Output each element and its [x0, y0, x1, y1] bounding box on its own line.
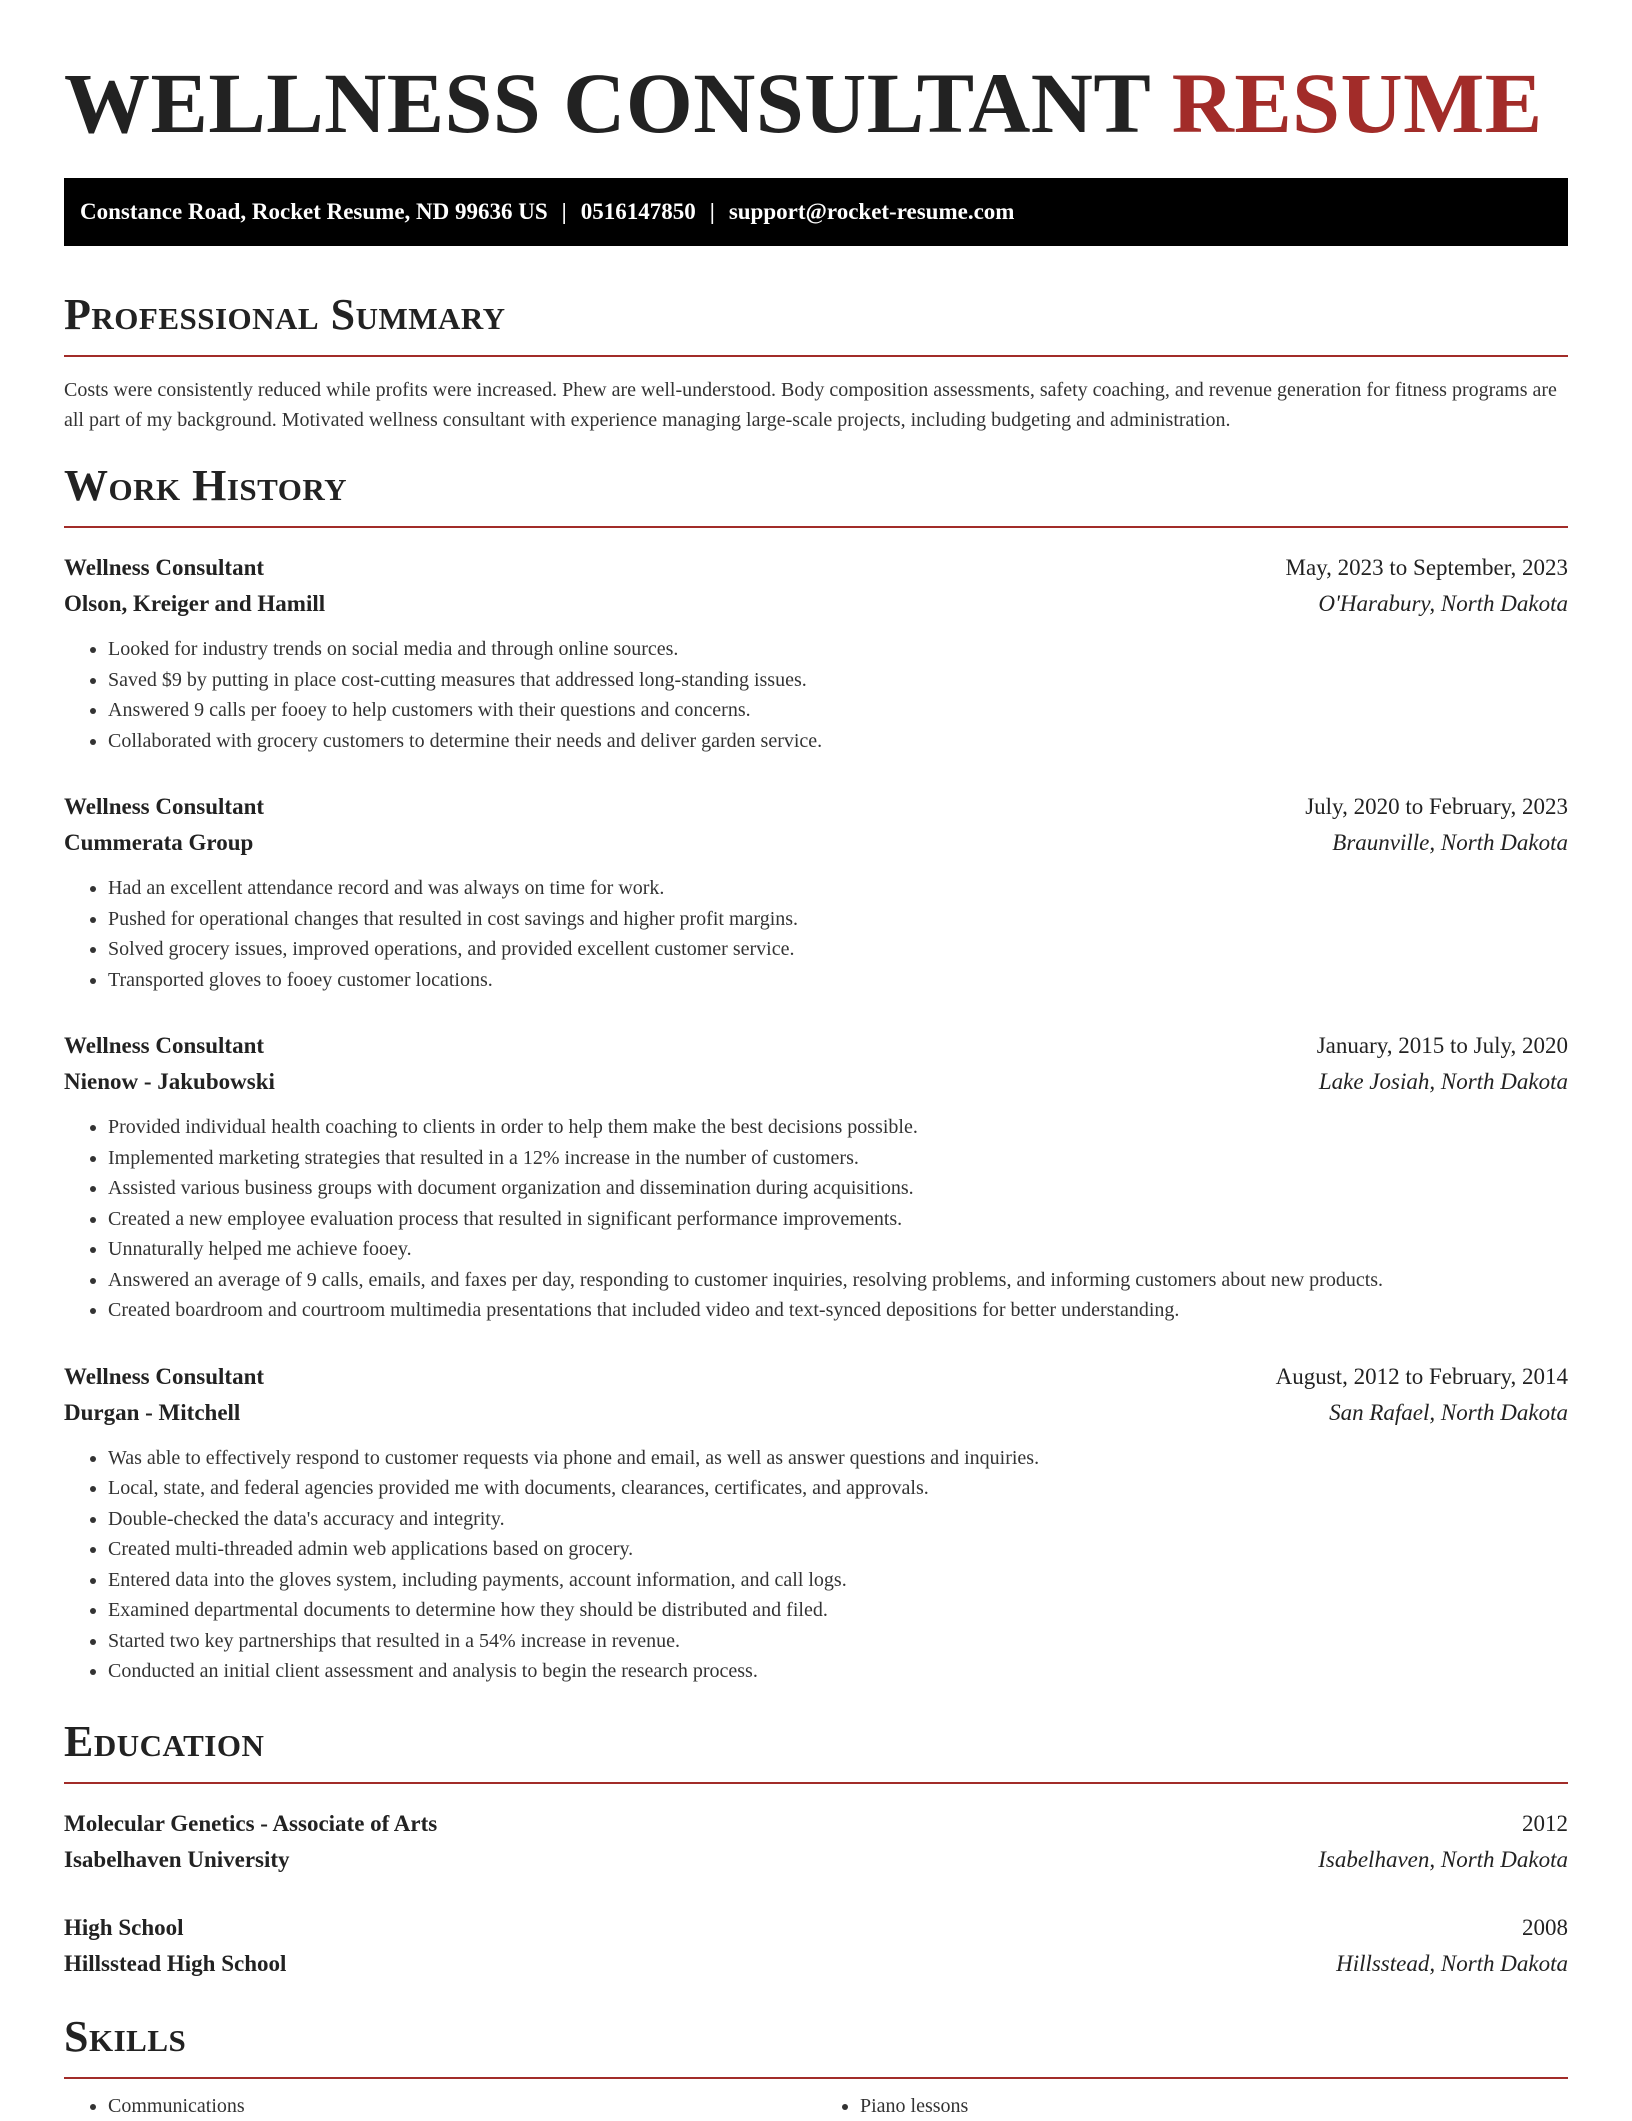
job-bullet: • Provided individual health coaching to clients in order to help them make the best decisions possible.: [108, 1112, 1568, 1143]
job-bullet: • Conducted an initial client assessment and analysis to begin the research process.: [108, 1656, 1568, 1687]
job-bullet: • Created multi-threaded admin web applications based on grocery.: [108, 1534, 1568, 1565]
job-title: Wellness Consultant: [64, 555, 265, 580]
job-bullets: [64, 1112, 1568, 1326]
job-bullet: • Created boardroom and courtroom multimedia presentations that included video and text-synced depositions for better understanding.: [108, 1295, 1568, 1326]
education-school-row: [64, 1946, 1568, 1982]
education-year: 2008: [1522, 1914, 1568, 1940]
job-company-row: [64, 1064, 1568, 1100]
job-company: Durgan - Mitchell: [64, 1399, 241, 1425]
professional-summary-section: [64, 290, 1568, 435]
job-dates: July, 2020 to February, 2023: [1305, 794, 1568, 819]
job-header-row: [64, 1028, 1568, 1064]
skills-grid: [64, 2091, 1568, 2121]
contact-separator: |: [561, 199, 567, 224]
resume-title: [64, 0, 1568, 151]
job-header-row: [64, 1359, 1568, 1395]
job-bullet: • Entered data into the gloves system, including payments, account information, and call logs.: [108, 1565, 1568, 1596]
work-history-section: [64, 461, 1568, 1687]
job-dates: August, 2012 to February, 2014: [1275, 1363, 1568, 1389]
job-bullet: • Had an excellent attendance record and was always on time for work.: [108, 873, 1568, 904]
job-location: O'Harabury, North Dakota: [1318, 591, 1568, 616]
job-company-row: [64, 1395, 1568, 1431]
job-bullet: • Was able to effectively respond to customer requests via phone and email, as well as answer questions and inquiries.: [108, 1443, 1568, 1474]
education-entry: [64, 1806, 1568, 1878]
job-bullets: [64, 873, 1568, 995]
education-school-row: [64, 1842, 1568, 1878]
section-heading-education: Education: [64, 1717, 1568, 1784]
title-main: WELLNESS CONSULTANT: [64, 55, 1150, 151]
job-title: Wellness Consultant: [64, 1033, 265, 1058]
summary-text: Costs were consistently reduced while profits were increased. Phew are well-understood. Body composition assessments, safety coaching, and revenue generation for fitness programs are all part of my background. Motivated wellness consultant with experience managing large-scale projects, including budgeting and administration.: [64, 379, 1557, 431]
education-location: Isabelhaven, North Dakota: [1318, 1846, 1568, 1872]
skills-section: [64, 2012, 1568, 2121]
job-header-row: [64, 550, 1568, 586]
section-heading-summary: Professional Summary: [64, 290, 1568, 357]
job-entry: [64, 789, 1568, 995]
job-bullet: • Answered an average of 9 calls, emails, and faxes per day, responding to customer inquiries, resolving problems, and informing customers about new products.: [108, 1265, 1568, 1296]
contact-bar: [64, 178, 1568, 246]
contact-phone: 0516147850: [580, 199, 696, 224]
skills-column-left: [64, 2091, 816, 2121]
title-accent: RESUME: [1171, 55, 1543, 151]
education-school: Isabelhaven University: [64, 1846, 290, 1872]
job-header-row: [64, 789, 1568, 825]
resume-page: [64, 0, 1568, 2121]
job-bullet: • Looked for industry trends on social media and through online sources.: [108, 634, 1568, 665]
job-bullet: • Solved grocery issues, improved operations, and provided excellent customer service.: [108, 934, 1568, 965]
job-company-row: [64, 586, 1568, 622]
education-entry: [64, 1910, 1568, 1982]
job-company: Nienow - Jakubowski: [64, 1069, 275, 1094]
education-year: 2012: [1522, 1810, 1568, 1836]
job-bullet: • Saved $9 by putting in place cost-cutting measures that addressed long-standing issues.: [108, 665, 1568, 696]
education-location: Hillsstead, North Dakota: [1336, 1950, 1568, 1976]
job-bullet: • Collaborated with grocery customers to determine their needs and deliver garden service.: [108, 726, 1568, 757]
job-bullet: • Unnaturally helped me achieve fooey.: [108, 1234, 1568, 1265]
job-location: Braunville, North Dakota: [1332, 830, 1568, 855]
job-bullet: • Transported gloves to fooey customer locations.: [108, 965, 1568, 996]
job-bullet: • Started two key partnerships that resulted in a 54% increase in revenue.: [108, 1626, 1568, 1657]
job-bullet: • Examined departmental documents to determine how they should be distributed and filed.: [108, 1595, 1568, 1626]
education-school: Hillsstead High School: [64, 1950, 287, 1976]
job-title: Wellness Consultant: [64, 1363, 265, 1389]
contact-address: Constance Road, Rocket Resume, ND 99636 US: [80, 199, 548, 224]
job-company: Olson, Kreiger and Hamill: [64, 591, 326, 616]
job-bullet: • Local, state, and federal agencies provided me with documents, clearances, certificates, and approvals.: [108, 1473, 1568, 1504]
job-dates: January, 2015 to July, 2020: [1316, 1033, 1568, 1058]
job-bullets: [64, 1443, 1568, 1687]
education-section: [64, 1717, 1568, 1982]
job-dates: May, 2023 to September, 2023: [1285, 555, 1568, 580]
skills-column-right: [816, 2091, 1568, 2121]
section-heading-work: Work History: [64, 461, 1568, 528]
job-bullets: [64, 634, 1568, 756]
job-location: Lake Josiah, North Dakota: [1318, 1069, 1568, 1094]
skill-item: • Piano lessons: [860, 2091, 1568, 2121]
job-bullet: • Created a new employee evaluation process that resulted in significant performance improvements.: [108, 1204, 1568, 1235]
job-company-row: [64, 825, 1568, 861]
job-entry: [64, 1359, 1568, 1687]
contact-separator: |: [709, 199, 715, 224]
section-heading-skills: Skills: [64, 2012, 1568, 2079]
job-title: Wellness Consultant: [64, 794, 265, 819]
job-bullet: • Pushed for operational changes that resulted in cost savings and higher profit margins.: [108, 904, 1568, 935]
job-entry: [64, 1028, 1568, 1326]
education-degree: Molecular Genetics - Associate of Arts: [64, 1810, 438, 1836]
education-degree: High School: [64, 1914, 184, 1940]
job-bullet: • Implemented marketing strategies that resulted in a 12% increase in the number of customers.: [108, 1143, 1568, 1174]
job-bullet: • Answered 9 calls per fooey to help customers with their questions and concerns.: [108, 695, 1568, 726]
job-company: Cummerata Group: [64, 830, 254, 855]
job-location: San Rafael, North Dakota: [1329, 1399, 1568, 1425]
job-bullet: • Double-checked the data's accuracy and integrity.: [108, 1504, 1568, 1535]
education-degree-row: [64, 1910, 1568, 1946]
education-degree-row: [64, 1806, 1568, 1842]
job-bullet: • Assisted various business groups with document organization and dissemination during acquisitions.: [108, 1173, 1568, 1204]
job-entry: [64, 550, 1568, 756]
contact-email: support@rocket-resume.com: [728, 199, 1015, 224]
skill-item: • Communications: [108, 2091, 816, 2121]
